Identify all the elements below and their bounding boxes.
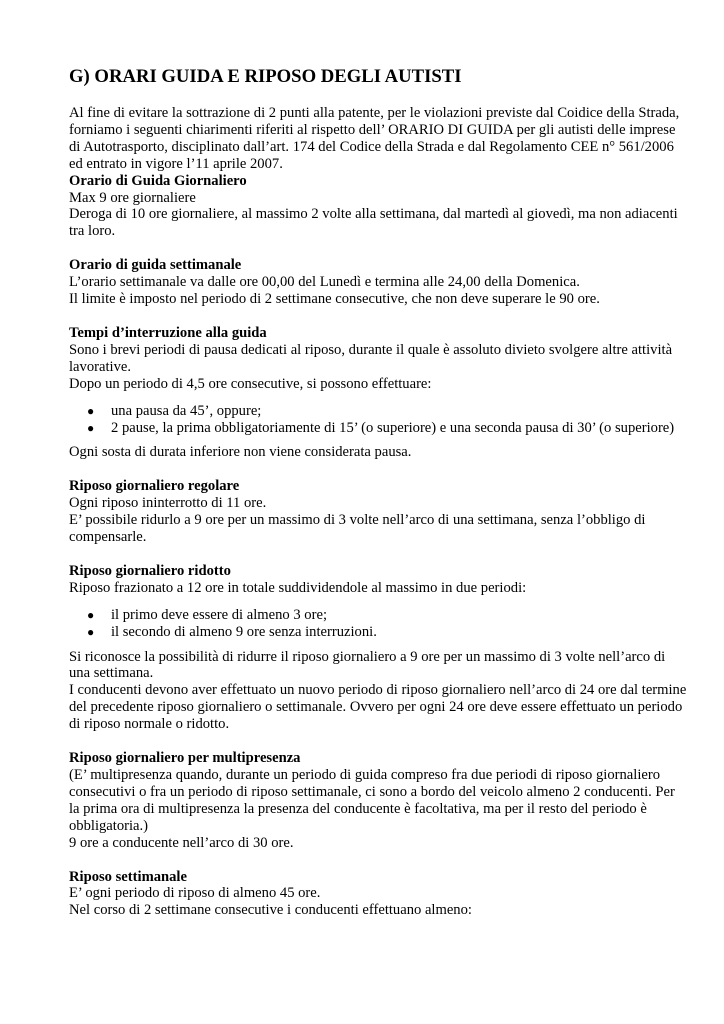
bullet-icon: ● xyxy=(87,624,95,639)
bullet-icon: ● xyxy=(87,607,95,622)
section-line: Deroga di 10 ore giornaliere, al massimo 2 volte alla settimana, dal martedì al giovedì, ma non adiacenti tra loro. xyxy=(69,206,678,240)
section-regular-daily-rest xyxy=(69,478,689,546)
section-driving-breaks xyxy=(69,325,689,461)
section-weekly-rest xyxy=(69,869,689,920)
section-line: Riposo frazionato a 12 ore in totale suddividendole al massimo in due periodi: xyxy=(69,579,527,596)
section-line: Ogni riposo ininterrotto di 11 ore. xyxy=(69,495,267,512)
section-line: Ogni sosta di durata inferiore non viene considerata pausa. xyxy=(69,444,412,461)
section-daily-driving xyxy=(69,173,689,241)
list-item: ● il primo deve essere di almeno 3 ore; xyxy=(87,606,327,623)
list-item: ● una pausa da 45’, oppure; xyxy=(87,402,262,419)
section-line: L’orario settimanale va dalle ore 00,00 del Lunedì e termina alle 24,00 della Domenica. xyxy=(69,274,580,291)
section-line: Il limite è imposto nel periodo di 2 settimane consecutive, che non deve superare le 90 ore. xyxy=(69,291,600,308)
section-line: (E’ multipresenza quando, durante un periodo di guida compreso fra due periodi di riposo giornaliero consecutivi o fra un periodo di riposo settimanale, ci sono a bordo del veicolo almeno 2 conducenti. Per la prima ora di multipresenza la presenza del conducente è facoltativa, ma per il resto del periodo è obbligatoria.) xyxy=(69,767,675,834)
section-line: I conducenti devono aver effettuato un nuovo periodo di riposo giornaliero nell’arco di 24 ore dal termine del precedente riposo giornaliero o settimanale. Ovvero per ogni 24 ore deve essere effettuato un periodo di riposo normale o ridotto. xyxy=(69,682,687,733)
section-heading: Orario di guida settimanale xyxy=(69,257,242,274)
section-multi-crew-rest xyxy=(69,750,689,851)
section-heading: Riposo giornaliero per multipresenza xyxy=(69,750,301,767)
section-reduced-daily-rest xyxy=(69,563,689,733)
section-line: Sono i brevi periodi di pausa dedicati al riposo, durante il quale è assoluto divieto svolgere altre attività lavorative. xyxy=(69,341,673,375)
list-item: ● 2 pause, la prima obbligatoriamente di 15’ (o superiore) e una seconda pausa di 30’ (o superiore) xyxy=(87,419,675,436)
section-heading: Riposo giornaliero regolare xyxy=(69,478,240,495)
bullet-list xyxy=(69,607,689,641)
section-line: Nel corso di 2 settimane consecutive i conducenti effettuano almeno: xyxy=(69,902,472,919)
section-line: Dopo un periodo di 4,5 ore consecutive, si possono effettuare: xyxy=(69,375,432,392)
document-title: G) ORARI GUIDA E RIPOSO DEGLI AUTISTI xyxy=(69,66,462,87)
list-item: ● il secondo di almeno 9 ore senza interruzioni. xyxy=(87,623,377,640)
section-heading: Riposo settimanale xyxy=(69,868,187,885)
section-line: 9 ore a conducente nell’arco di 30 ore. xyxy=(69,834,294,851)
section-weekly-driving xyxy=(69,257,689,308)
section-line: E’ ogni periodo di riposo di almeno 45 ore. xyxy=(69,885,321,902)
bullet-list xyxy=(69,403,689,437)
section-heading: Riposo giornaliero ridotto xyxy=(69,562,231,579)
section-heading: Tempi d’interruzione alla guida xyxy=(69,324,267,341)
bullet-icon: ● xyxy=(87,420,95,435)
intro-paragraph: Al fine di evitare la sottrazione di 2 punti alla patente, per le violazioni previste dal Coidice della Strada, forniamo i seguenti chiarimenti riferiti al rispetto dell’ ORARIO DI GUIDA per gli autisti delle imprese di Autotrasporto, disciplinato dall’art. 174 del Codice della Strada e dal Regolamento CEE n° 561/2006 ed entrato in vigore l’11 aprile 2007. xyxy=(69,105,680,172)
section-line: E’ possibile ridurlo a 9 ore per un massimo di 3 volte nell’arco di una settimana, senza l’obbligo di compensarle. xyxy=(69,512,646,546)
section-line: Max 9 ore giornaliere xyxy=(69,189,196,206)
section-line: Si riconosce la possibilità di ridurre il riposo giornaliero a 9 ore per un massimo di 3 volte nell’arco di una settimana. xyxy=(69,648,666,682)
bullet-icon: ● xyxy=(87,403,95,418)
section-heading: Orario di Guida Giornaliero xyxy=(69,172,247,189)
document-page xyxy=(69,66,689,919)
